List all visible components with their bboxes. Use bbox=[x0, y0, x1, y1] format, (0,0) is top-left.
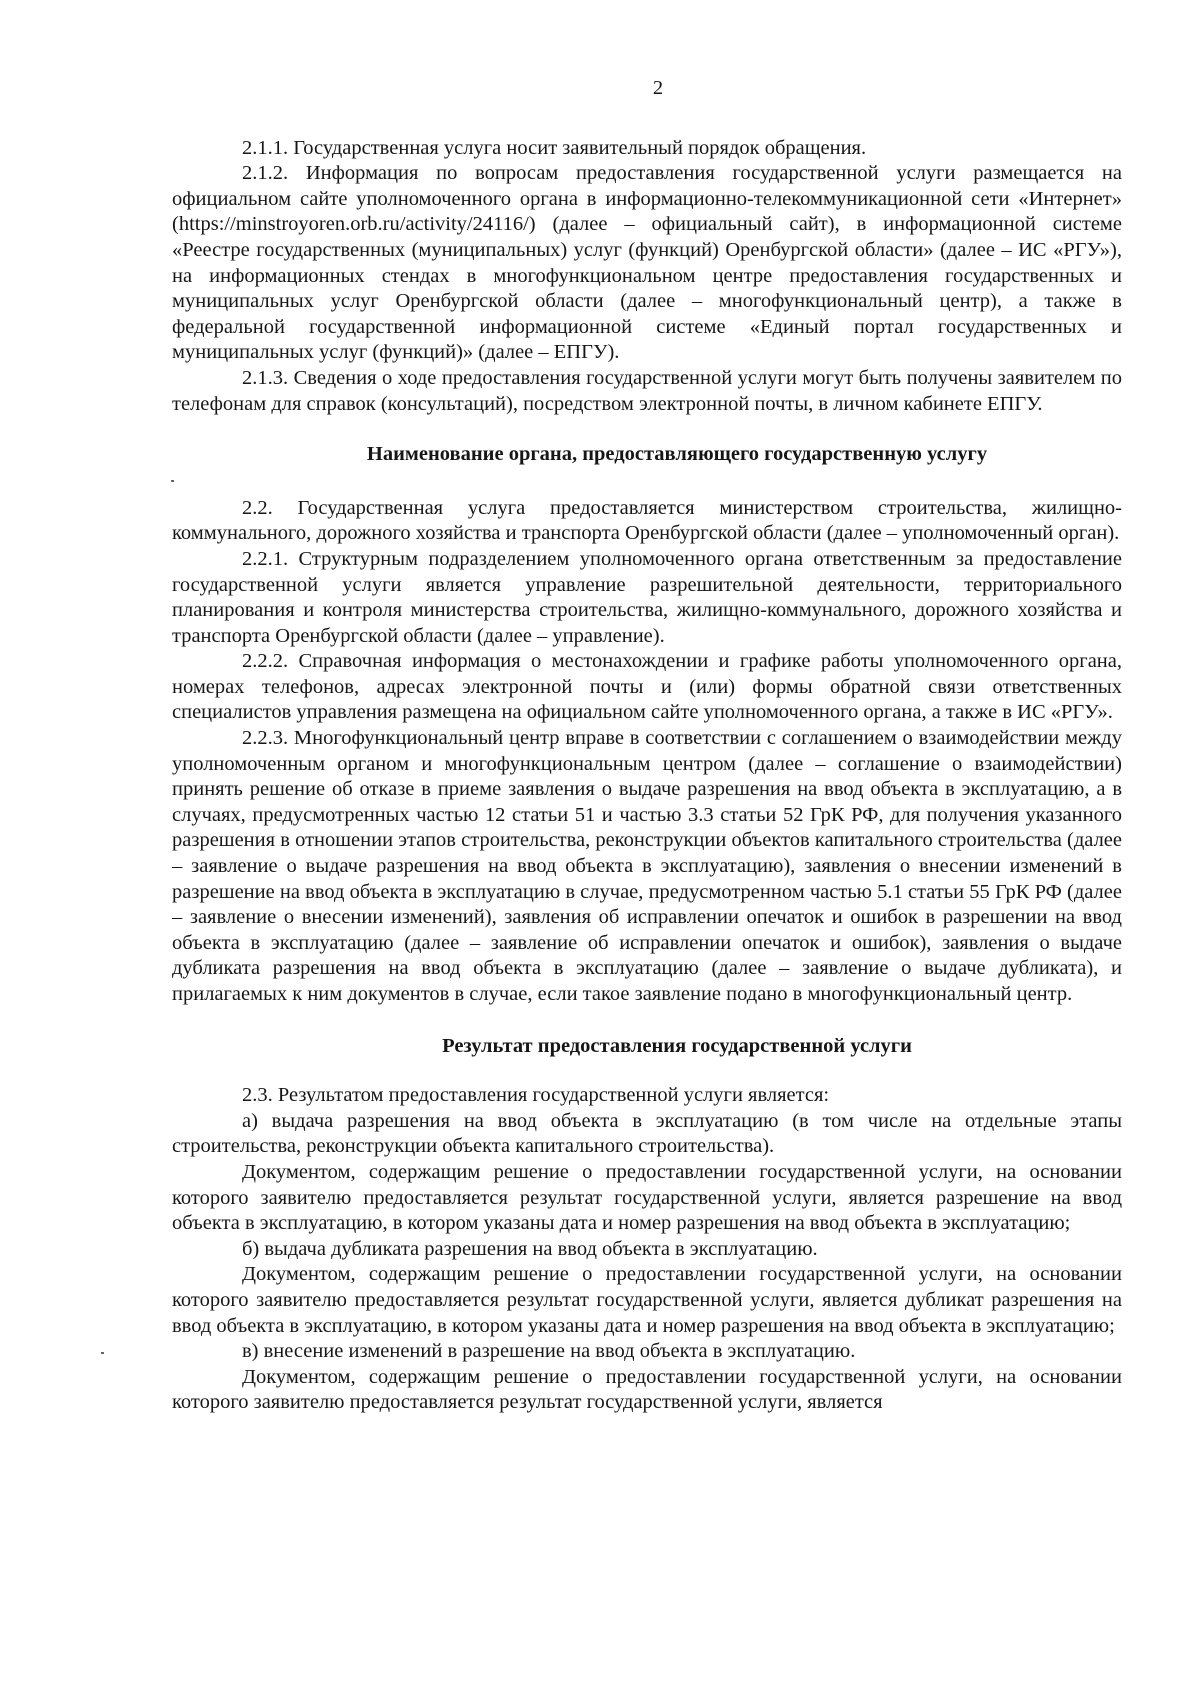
paragraph-2-2-2: 2.2.2. Справочная информация о местонахождении и графике работы уполномоченного органа, номерах телефонов, адресах электронной почты и (или) формы обратной связи ответственных специалистов управления размещена на официальном сайте уполномоченного органа, а также в ИС «РГУ». bbox=[172, 650, 1122, 724]
paragraph-item-b: б) выдача дубликата разрешения на ввод объекта в эксплуатацию. bbox=[242, 1237, 818, 1260]
page-number: 2 bbox=[652, 77, 664, 99]
paragraph-2-2-3: 2.2.3. Многофункциональный центр вправе в соответствии с соглашением о взаимодействии между уполномоченным органом и многофункциональным центром (далее – соглашение о взаимодействии) принять решение об отказе в приеме заявления о выдаче разрешения на ввод объекта в эксплуатацию, а в случаях, предусмотренных частью 12 статьи 51 и частью 3.3 статьи 52 ГрК РФ, для получения указанного разрешения в отношении этапов строительства, реконструкции объектов капитального строительства (далее – заявление о выдаче разрешения на ввод объекта в эксплуатацию), заявления о внесении изменений в разрешение на ввод объекта в эксплуатацию в случае, предусмотренном частью 5.1 статьи 55 ГрК РФ (далее – заявление о внесении изменений), заявления об исправлении опечаток и ошибок в разрешении на ввод объекта в эксплуатацию (далее – заявление об исправлении опечаток и ошибок), заявления о выдаче дубликата разрешения на ввод объекта в эксплуатацию (далее – заявление о выдаче дубликата), и прилагаемых к ним документов в случае, если такое заявление подано в многофункциональный центр. bbox=[172, 727, 1122, 1005]
paragraph-document-a: Документом, содержащим решение о предоставлении государственной услуги, на основании которого заявителю предоставляется результат государственной услуги, является разрешение на ввод объекта в эксплуатацию, в котором указаны дата и номер разрешения на ввод объекта в эксплуатацию; bbox=[172, 1160, 1122, 1235]
paragraph-item-v: в) внесение изменений в разрешение на ввод объекта в эксплуатацию. bbox=[242, 1340, 856, 1363]
paragraph-2-1-3: 2.1.3. Сведения о ходе предоставления государственной услуги могут быть получены заявителем по телефонам для справок (консультаций), посредством электронной почты, в личном кабинете ЕПГУ. bbox=[172, 366, 1122, 415]
scan-speck bbox=[101, 1352, 104, 1354]
paragraph-2-2-1: 2.2.1. Структурным подразделением уполномоченного органа ответственным за предоставление государственной услуги является управление разрешительной деятельности, территориального планирования и контроля министерства строительства, жилищно-коммунального, дорожного хозяйства и транспорта Оренбургской области (далее – управление). bbox=[172, 547, 1122, 647]
paragraph-document-v: Документом, содержащим решение о предоставлении государственной услуги, на основании которого заявителю предоставляется результат государственной услуги, является bbox=[172, 1365, 1122, 1414]
intro-block bbox=[172, 136, 1122, 418]
section-authority bbox=[172, 496, 1122, 1008]
paragraph-2-2: 2.2. Государственная услуга предоставляется министерством строительства, жилищно-коммунального, дорожного хозяйства и транспорта Оренбургской области (далее – уполномоченный орган). bbox=[172, 496, 1122, 545]
section-heading-result: Результат предоставления государственной услуги bbox=[442, 1034, 912, 1057]
paragraph-document-b: Документом, содержащим решение о предоставлении государственной услуги, на основании которого заявителю предоставляется результат государственной услуги, является дубликат разрешения на ввод объекта в эксплуатацию, в котором указаны дата и номер разрешения на ввод объекта в эксплуатацию; bbox=[172, 1263, 1122, 1337]
paragraph-2-1-1: 2.1.1. Государственная услуга носит заявительный порядок обращения. bbox=[242, 136, 867, 159]
section-result bbox=[172, 1083, 1122, 1416]
section-heading-authority: Наименование органа, предоставляющего государственную услугу bbox=[366, 443, 988, 466]
paragraph-2-3: 2.3. Результатом предоставления государственной услуги является: bbox=[242, 1084, 830, 1107]
document-page bbox=[172, 76, 1122, 1416]
paragraph-item-a: а) выдача разрешения на ввод объекта в эксплуатацию (в том числе на отдельные этапы строительства, реконструкции объекта капитального строительства). bbox=[172, 1109, 1122, 1158]
paragraph-2-1-2: 2.1.2. Информация по вопросам предоставления государственной услуги размещается на официальном сайте уполномоченного органа в информационно-телекоммуникационной сети «Интернет» (https://minstroyoren.orb.ru/activity/24116/) (далее – официальный сайт), в информационной системе «Реестре государственных (муниципальных) услуг (функций) Оренбургской области» (далее – ИС «РГУ»), на информационных стендах в многофункциональном центре предоставления государственных и муниципальных услуг Оренбургской области (далее – многофункциональный центр), а также в федеральной государственной информационной системе «Единый портал государственных и муниципальных услуг (функций)» (далее – ЕПГУ). bbox=[172, 162, 1122, 364]
